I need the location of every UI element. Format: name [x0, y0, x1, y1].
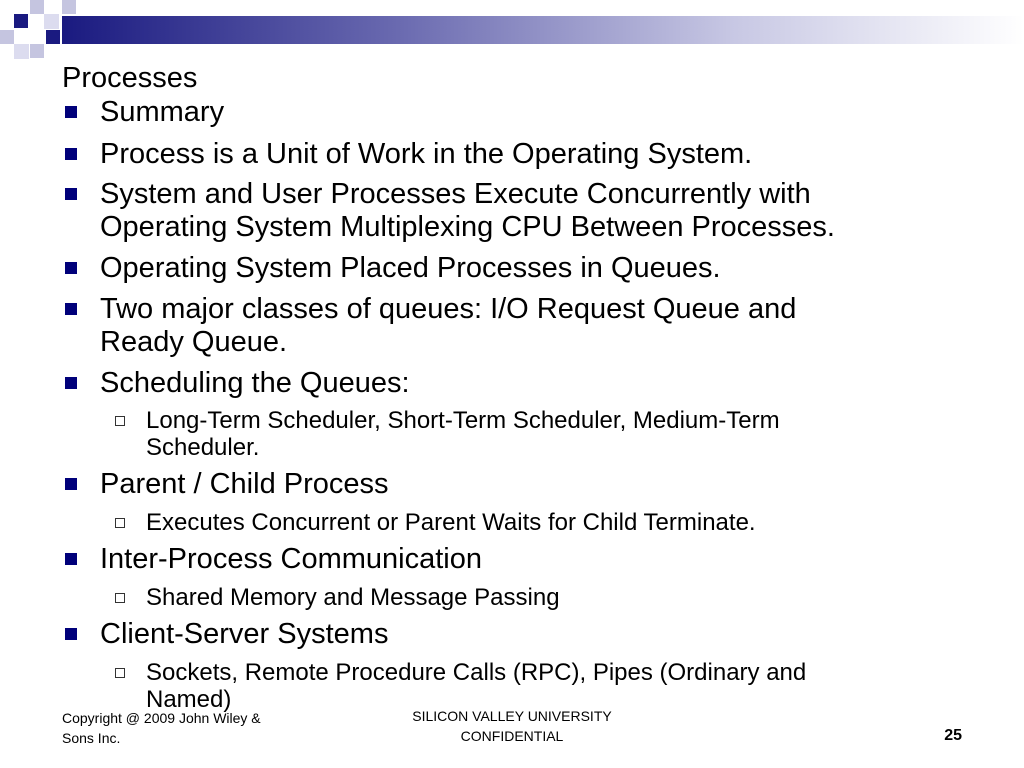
- footer-center-line: SILICON VALLEY UNIVERSITY: [412, 708, 612, 724]
- bullet-text: Process is a Unit of Work in the Operating System.: [100, 138, 753, 170]
- decorative-square: [30, 0, 44, 14]
- slide-title: Processes: [62, 62, 198, 94]
- sub-bullet-item: [146, 659, 966, 713]
- bullet-text: Inter-Process Communication: [100, 543, 482, 575]
- decorative-square: [46, 30, 60, 44]
- footer-confidential: [362, 706, 662, 746]
- sub-bullet-text: Executes Concurrent or Parent Waits for Child Terminate.: [146, 509, 756, 536]
- bullet-text: Ready Queue.: [100, 326, 288, 358]
- decorative-square: [44, 14, 59, 29]
- footer-center-line: CONFIDENTIAL: [460, 728, 564, 744]
- decorative-square: [14, 44, 29, 59]
- sub-bullet-text: Long-Term Scheduler, Short-Term Scheduler, Medium-Term: [146, 407, 780, 434]
- bullet-item: [100, 543, 1000, 576]
- bullet-text: Scheduling the Queues:: [100, 367, 410, 399]
- bullet-text: System and User Processes Execute Concurrently with: [100, 178, 811, 210]
- decorative-square: [30, 44, 44, 58]
- sub-bullet-item: [146, 509, 966, 536]
- bullet-item: [100, 96, 1000, 129]
- sub-bullet-item: [146, 584, 966, 611]
- footer-copyright: Copyright @ 2009 John Wiley & Sons Inc.: [62, 710, 261, 746]
- bullet-text: Client-Server Systems: [100, 618, 389, 650]
- sub-bullet-text: Shared Memory and Message Passing: [146, 584, 560, 611]
- bullet-text: Operating System Multiplexing CPU Between Processes.: [100, 211, 835, 243]
- bullet-item: [100, 293, 1000, 359]
- sub-bullet-text: Named): [146, 686, 232, 713]
- bullet-item: [100, 618, 1000, 651]
- bullet-text: Two major classes of queues: I/O Request Queue and: [100, 293, 797, 325]
- decorative-square: [0, 30, 14, 44]
- sub-bullet-text: Sockets, Remote Procedure Calls (RPC), Pipes (Ordinary and: [146, 659, 807, 686]
- bullet-item: [100, 468, 1000, 501]
- bullet-item: [100, 367, 1000, 400]
- bullet-text: Operating System Placed Processes in Queues.: [100, 252, 721, 284]
- decorative-square: [14, 14, 28, 28]
- bullet-text: Parent / Child Process: [100, 468, 389, 500]
- sub-bullet-text: Scheduler.: [146, 434, 260, 461]
- header-gradient-bar: [62, 16, 1024, 44]
- bullet-item: [100, 252, 1000, 285]
- page-number: 25: [944, 727, 962, 744]
- decorative-square: [62, 0, 76, 14]
- bullet-text: Summary: [100, 96, 225, 128]
- bullet-item: [100, 138, 1000, 171]
- bullet-item: [100, 178, 1000, 244]
- sub-bullet-item: [146, 407, 966, 461]
